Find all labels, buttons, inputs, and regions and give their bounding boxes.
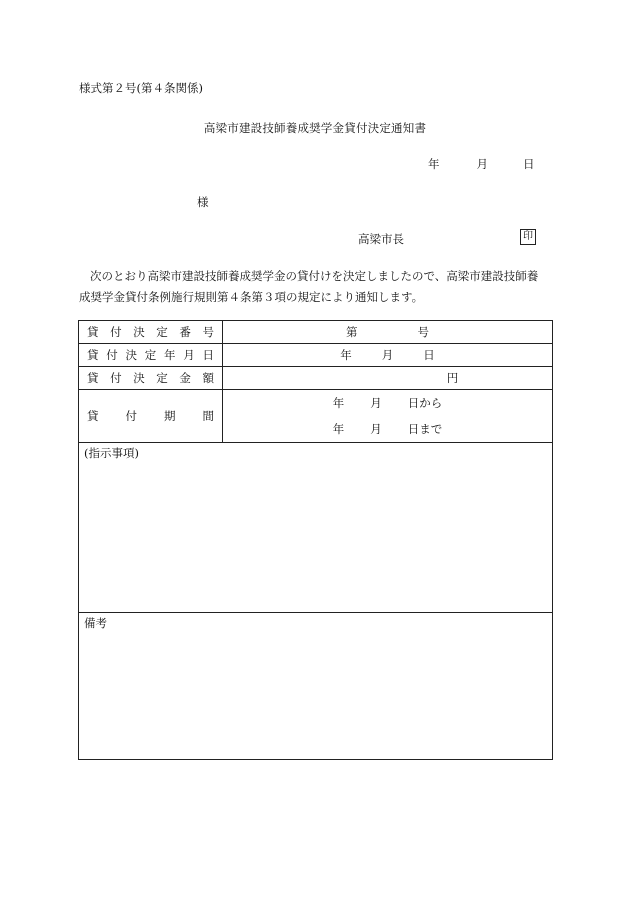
label-char: 月: [183, 348, 195, 362]
date-year: 年: [428, 157, 440, 171]
label-char: 間: [202, 409, 214, 423]
value-part: 号: [417, 325, 429, 339]
table-row: [79, 344, 553, 367]
label-char: 号: [202, 325, 214, 339]
label-char: 付: [110, 371, 122, 385]
table-row: [79, 321, 553, 344]
label-char: 金: [179, 371, 191, 385]
label-char: 貸: [87, 325, 99, 339]
label-char: 日: [202, 348, 214, 362]
value-part: 月: [370, 422, 382, 436]
recipient-suffix: 様: [197, 195, 209, 209]
label-char: 貸: [87, 348, 99, 362]
row-label: [79, 367, 223, 390]
label-char: 番: [179, 325, 191, 339]
value-part: 日まで: [407, 422, 443, 436]
label-char: 決: [125, 348, 137, 362]
instructions-cell[interactable]: [79, 443, 553, 613]
label-char: 定: [144, 348, 157, 362]
period-to: [223, 416, 552, 442]
sender-name: 高梁市長: [358, 232, 404, 246]
label-char: 定: [156, 371, 168, 385]
row-label: [79, 344, 223, 367]
label-char: 定: [156, 325, 168, 339]
body-line-2: 成奨学金貸付条例施行規則第４条第３項の規定により通知します。: [79, 290, 424, 304]
label-char: 期: [164, 409, 176, 423]
issue-date: [428, 156, 535, 172]
document-title: 高梁市建設技師養成奨学金貸付決定通知書: [203, 121, 427, 135]
label-char: 決: [133, 371, 145, 385]
label-char: 付: [106, 348, 118, 362]
value-part: 第: [346, 325, 358, 339]
value-part: 円: [446, 371, 459, 385]
value-part: 月: [370, 396, 382, 410]
decision-amount-value[interactable]: [223, 367, 553, 390]
date-month: 月: [476, 157, 488, 171]
body-text: [79, 266, 557, 308]
table-row: [79, 367, 553, 390]
table-row: [79, 443, 553, 613]
label-char: 年: [164, 348, 176, 362]
form-number-label: 様式第２号(第４条関係): [79, 81, 203, 95]
value-part: 年: [332, 422, 345, 436]
decision-number-value[interactable]: [223, 321, 553, 344]
table-row: [79, 613, 553, 760]
value-part: 年: [332, 396, 345, 410]
row-label: [79, 321, 223, 344]
value-part: 月: [381, 348, 394, 362]
seal-mark: 印: [520, 229, 536, 245]
value-part: 年: [340, 348, 352, 362]
loan-decision-table: [78, 320, 553, 760]
decision-date-value[interactable]: [223, 344, 553, 367]
value-part: 日から: [407, 396, 443, 410]
body-line-1: 次のとおり高梁市建設技師養成奨学金の貸付けを決定しましたので、高梁市建設技師養: [90, 269, 539, 283]
value-part: 日: [423, 348, 435, 362]
label-char: 付: [125, 409, 137, 423]
row-label: [79, 390, 223, 443]
label-char: 額: [202, 371, 214, 385]
label-char: 貸: [87, 409, 99, 423]
loan-period-value[interactable]: [223, 390, 553, 443]
label-char: 貸: [87, 371, 99, 385]
label-char: 付: [110, 325, 122, 339]
date-day: 日: [523, 157, 535, 171]
table-row: [79, 390, 553, 443]
instructions-label: (指示事項): [84, 446, 139, 460]
notes-label: 備考: [84, 616, 107, 630]
period-from: [223, 390, 552, 416]
label-char: 決: [133, 325, 145, 339]
notes-cell[interactable]: [79, 613, 553, 760]
